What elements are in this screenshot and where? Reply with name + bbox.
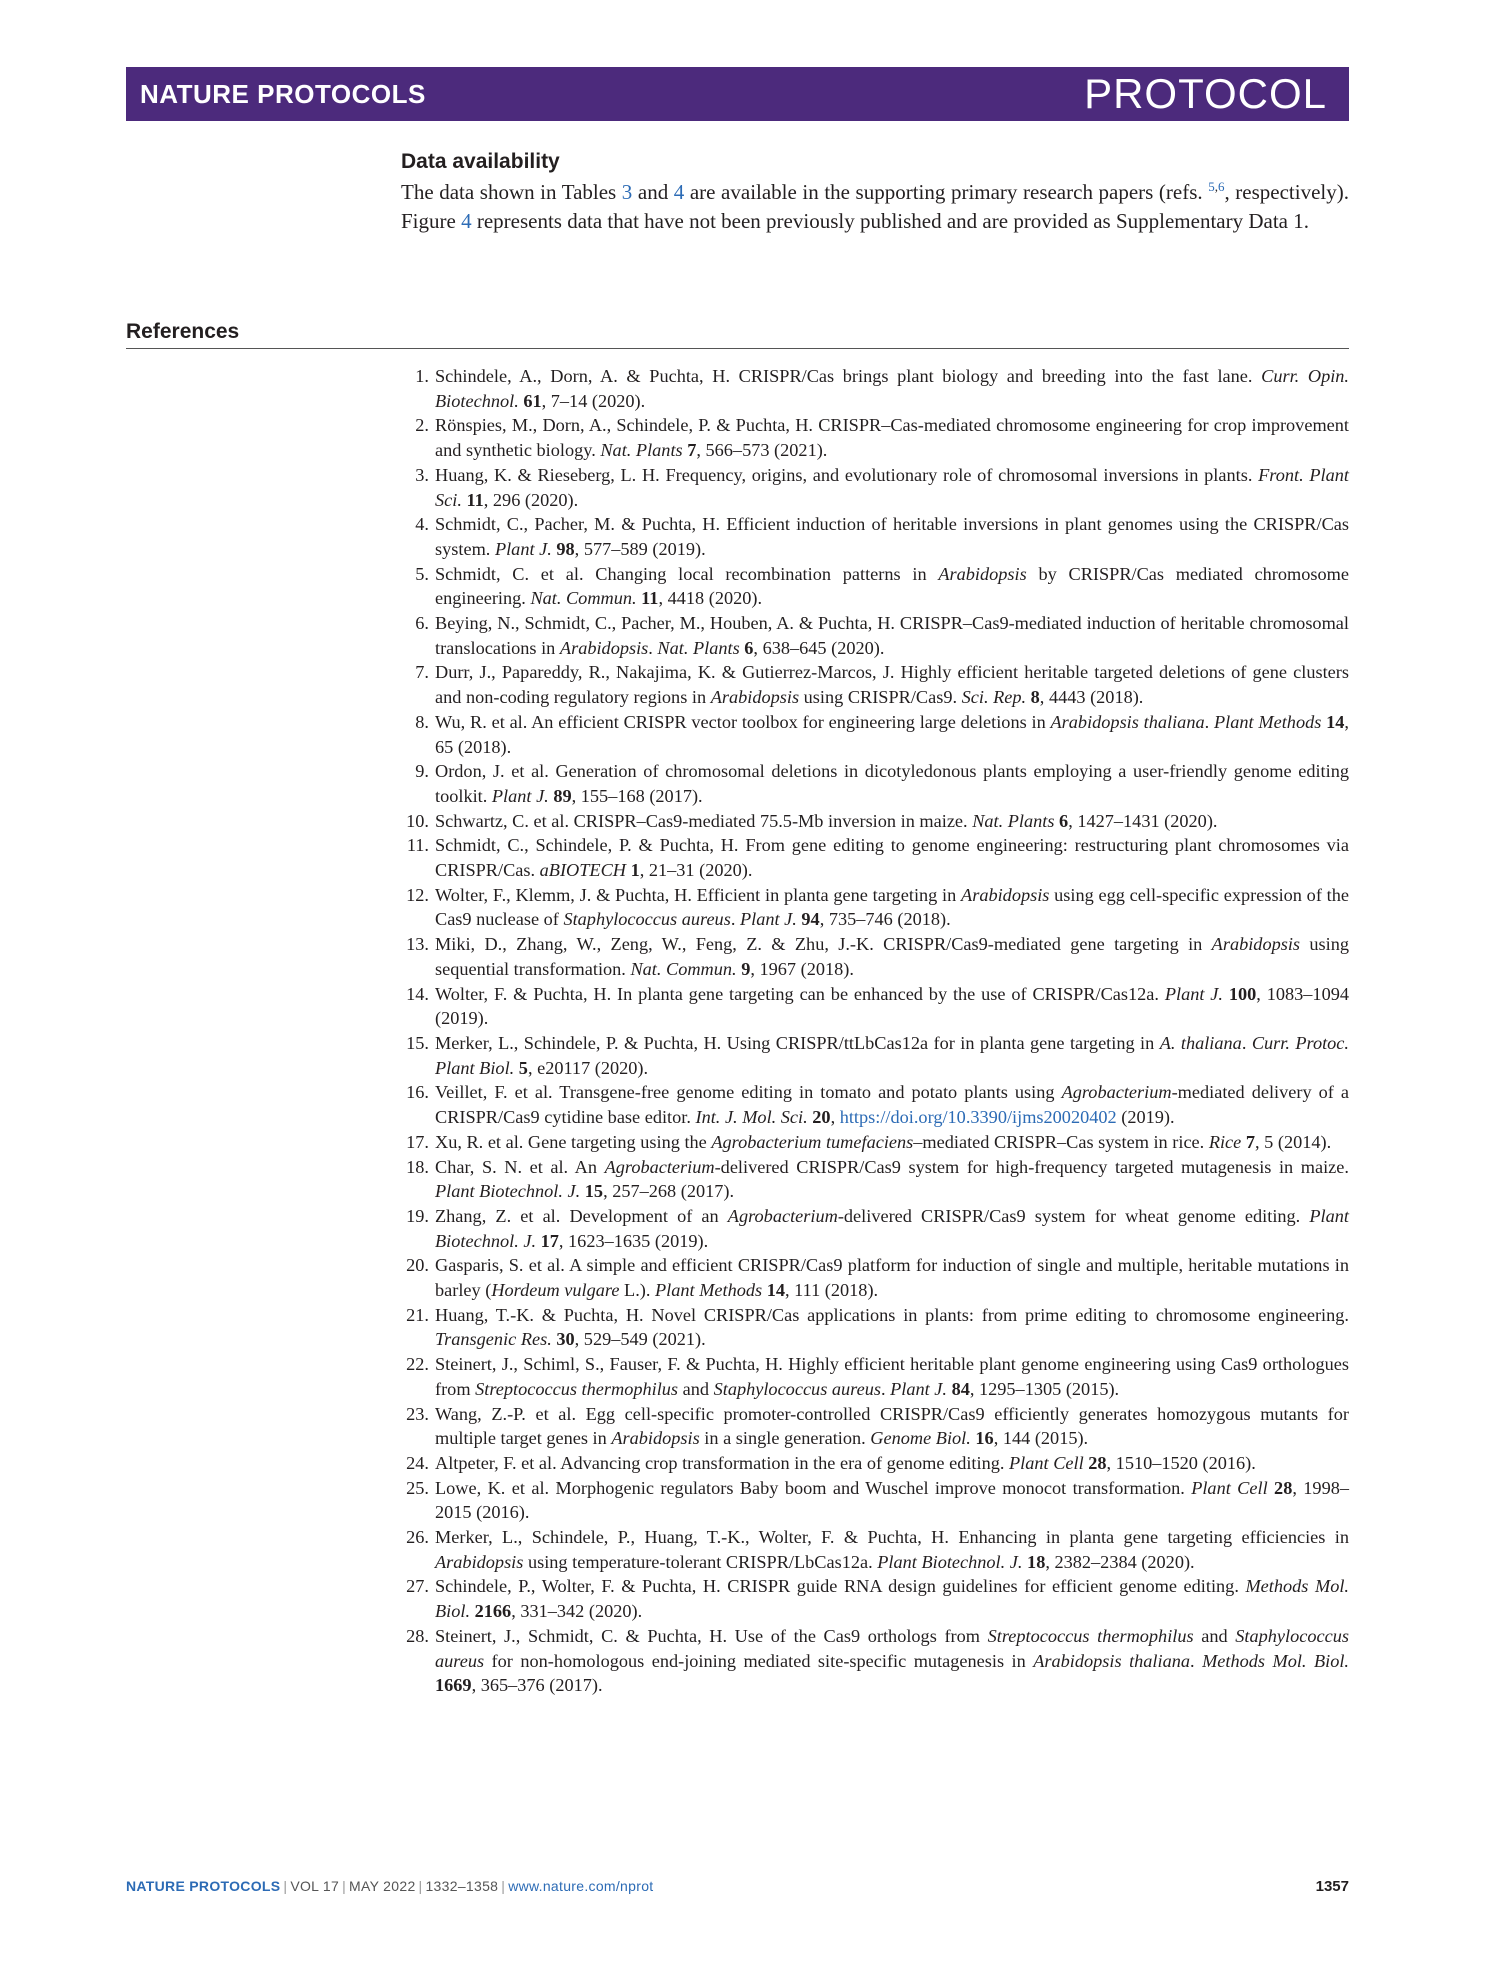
reference-text <box>435 1404 1349 1449</box>
reference-italic-text: Plant J. <box>494 538 552 559</box>
reference-italic-text: Plant J. <box>491 785 549 806</box>
reference-text-part: , 7–14 (2020). <box>541 390 646 411</box>
reference-text-part: , 1083–1094 (2019). <box>435 983 1349 1029</box>
reference-text-part: , 1427–1431 (2020). <box>1068 810 1218 831</box>
reference-text-part: using temperature-tolerant CRISPR/LbCas12a. <box>523 1551 878 1572</box>
reference-volume: 89 <box>553 785 572 806</box>
reference-number: 18. <box>406 1156 429 1177</box>
reference-item <box>401 1303 1349 1352</box>
journal-header-bar <box>126 67 1349 121</box>
reference-italic-text: Arabidopsis thaliana <box>1033 1650 1191 1671</box>
figure-4-link[interactable]: 4 <box>461 209 472 233</box>
reference-italic-text: Nat. Commun. <box>530 588 637 609</box>
page-footer <box>126 1878 653 1894</box>
reference-text-part: , 111 (2018). <box>785 1280 879 1301</box>
reference-text-part: . <box>648 637 658 658</box>
reference-number: 1. <box>415 366 429 386</box>
reference-text-part: using sequential transformation. <box>435 934 1349 979</box>
reference-volume: 28 <box>1274 1477 1293 1498</box>
reference-item <box>401 562 1349 611</box>
reference-text-part: -mediated delivery of a CRISPR/Cas9 cytidine base editor. <box>435 1082 1349 1128</box>
reference-text-part: Schwartz, C. et al. CRISPR–Cas9-mediated 75.5-Mb inversion in maize. <box>435 810 973 831</box>
reference-text-part: , 65 (2018). <box>435 711 1349 757</box>
reference-italic-text: Staphylococcus aureus <box>563 909 731 930</box>
reference-text-part: by CRISPR/Cas mediated chromosome engineering. <box>435 563 1349 609</box>
reference-italic-text: Genome Biol. <box>870 1428 971 1449</box>
reference-text <box>435 1305 1349 1350</box>
da-text-3: are available in the supporting primary research papers (refs. <box>684 180 1209 204</box>
reference-number: 2. <box>415 415 429 436</box>
reference-text-part: , 529–549 (2021). <box>574 1329 706 1350</box>
reference-text <box>435 1255 1349 1300</box>
reference-text-part: Huang, K. & Rieseberg, L. H. Frequency, origins, and evolutionary role of chromosomal inversions in plants. <box>435 464 1259 485</box>
reference-item <box>401 611 1349 660</box>
reference-volume: 5 <box>518 1057 528 1078</box>
reference-item <box>401 1080 1349 1129</box>
reference-italic-text: Agrobacterium <box>1061 1082 1172 1103</box>
reference-volume: 2166 <box>474 1601 512 1622</box>
reference-italic-text: Int. J. Mol. Sci. <box>695 1107 808 1128</box>
da-text-2: and <box>632 180 674 204</box>
reference-item <box>401 463 1349 512</box>
reference-volume: 1 <box>630 860 640 881</box>
page-number: 1357 <box>1315 1878 1349 1895</box>
reference-italic-text: Methods Mol. Biol. <box>435 1576 1349 1622</box>
footer-pages: 1332–1358 <box>425 1878 499 1894</box>
reference-text <box>435 1478 1349 1523</box>
reference-volume: 100 <box>1228 983 1257 1004</box>
reference-text <box>435 564 1349 609</box>
reference-text-part: in a single generation. <box>699 1428 871 1449</box>
reference-volume: 28 <box>1088 1452 1107 1473</box>
reference-text-part: for non-homologous end-joining mediated site-specific mutagenesis in <box>484 1650 1034 1671</box>
reference-volume: 8 <box>1030 687 1040 708</box>
reference-number: 11. <box>406 835 429 856</box>
reference-text <box>435 1576 1349 1621</box>
reference-volume: 15 <box>584 1181 604 1202</box>
reference-text <box>435 1033 1349 1078</box>
table-3-link[interactable]: 3 <box>621 180 633 204</box>
reference-text-part: , 1967 (2018). <box>750 958 854 979</box>
reference-text-part: Wolter, F. & Puchta, H. In planta gene targeting can be enhanced by the use of CRISPR/Cas12a. <box>435 983 1165 1004</box>
reference-italic-text: Plant Biotechnol. J. <box>877 1551 1023 1572</box>
reference-item <box>401 982 1349 1031</box>
reference-text <box>435 712 1349 757</box>
reference-volume: 61 <box>523 390 542 411</box>
reference-text-part: , 5 (2014). <box>1255 1131 1332 1152</box>
reference-volume: 14 <box>1326 711 1345 732</box>
reference-italic-text: Methods Mol. Biol. <box>1202 1650 1350 1671</box>
reference-italic-text: Agrobacterium tumefaciens <box>711 1131 914 1152</box>
footer-separator: | <box>418 1878 423 1894</box>
reference-italic-text: aBIOTECH <box>539 860 626 881</box>
reference-number: 21. <box>406 1304 429 1325</box>
reference-text-part: , 257–268 (2017). <box>603 1181 735 1202</box>
reference-item <box>401 809 1349 834</box>
reference-number: 17. <box>406 1131 429 1152</box>
reference-volume: 98 <box>556 538 575 559</box>
reference-text-part: (2019). <box>1116 1107 1175 1128</box>
reference-italic-text: Plant Methods <box>655 1280 763 1301</box>
reference-text-part: , 1623–1635 (2019). <box>558 1230 709 1251</box>
footer-volume: VOL 17 <box>290 1878 340 1894</box>
reference-italic-text: Nat. Commun. <box>630 958 737 979</box>
reference-item <box>401 1402 1349 1451</box>
reference-text-part: Char, S. N. et al. An <box>435 1156 605 1177</box>
doi-link[interactable]: https://doi.org/10.3390/ijms20020402 <box>839 1107 1117 1128</box>
reference-volume: 18 <box>1027 1551 1046 1572</box>
reference-text-part: , 296 (2020). <box>483 489 579 510</box>
reference-italic-text: Plant J. <box>739 909 797 930</box>
reference-text <box>435 1206 1349 1251</box>
reference-item <box>401 1031 1349 1080</box>
reference-item <box>401 759 1349 808</box>
reference-text-part: and <box>678 1378 714 1399</box>
reference-number: 10. <box>406 810 429 831</box>
ref-5-link[interactable]: 5 <box>1208 179 1215 194</box>
reference-text-part: Merker, L., Schindele, P., Huang, T.-K., Wolter, F. & Puchta, H. Enhancing in planta gene targeting efficiencies in <box>435 1527 1349 1548</box>
reference-italic-text: Arabidopsis <box>710 687 800 708</box>
reference-italic-text: Arabidopsis <box>961 884 1050 905</box>
reference-number: 13. <box>406 934 429 955</box>
reference-italic-text: Streptococcus thermophilus <box>987 1625 1194 1646</box>
reference-italic-text: Staphylococcus aureus <box>713 1378 881 1399</box>
references-heading: References <box>126 320 1349 349</box>
footer-journal: NATURE PROTOCOLS <box>126 1878 281 1894</box>
reference-italic-text: Nat. Plants <box>972 810 1055 831</box>
reference-text <box>435 514 1349 559</box>
reference-text-part: , 1295–1305 (2015). <box>969 1378 1120 1399</box>
reference-text-part: , <box>830 1107 840 1128</box>
reference-text <box>435 1082 1349 1127</box>
reference-text <box>435 934 1349 979</box>
reference-volume: 11 <box>466 489 484 510</box>
reference-volume: 11 <box>641 588 659 609</box>
reference-text-part: , 144 (2015). <box>993 1428 1089 1449</box>
reference-volume: 17 <box>540 1230 559 1251</box>
reference-italic-text: Arabidopsis thaliana <box>1050 711 1205 732</box>
reference-text <box>435 465 1349 510</box>
reference-text-part: Zhang, Z. et al. Development of an <box>435 1205 728 1226</box>
reference-text-part: , 2382–2384 (2020). <box>1045 1551 1195 1572</box>
reference-text <box>435 984 1349 1029</box>
reference-number: 26. <box>406 1527 429 1548</box>
reference-item <box>401 710 1349 759</box>
reference-text-part: Wang, Z.-P. et al. Egg cell-specific promoter-controlled CRISPR/Cas9 efficiently generates homozygous mutants for multiple target genes in <box>435 1403 1349 1449</box>
data-availability-section <box>401 150 1349 236</box>
reference-text-part: , 577–589 (2019). <box>574 538 706 559</box>
reference-italic-text: Arabidopsis <box>611 1428 700 1449</box>
da-text-1: The data shown in Tables <box>401 180 622 204</box>
ref-6-link[interactable]: 6 <box>1217 179 1225 194</box>
reference-text-part: Ordon, J. et al. Generation of chromosomal deletions in dicotyledonous plants employing a user-friendly genome editing toolkit. <box>435 761 1349 806</box>
reference-text-part: . <box>730 909 740 930</box>
reference-text <box>435 415 1349 460</box>
reference-text-part: Schmidt, C., Pacher, M. & Puchta, H. Efficient induction of heritable inversions in plant genomes using the CRISPR/Cas system. <box>435 514 1349 559</box>
reference-italic-text: Plant Methods <box>1213 711 1322 732</box>
reference-volume: 94 <box>801 909 820 930</box>
reference-number: 6. <box>415 613 429 634</box>
reference-volume: 1669 <box>435 1675 472 1696</box>
reference-number: 8. <box>415 711 429 732</box>
reference-volume: 20 <box>812 1107 831 1128</box>
reference-volume: 30 <box>556 1329 575 1350</box>
da-text-4: , respectively). Figure <box>401 180 1349 233</box>
reference-italic-text: Nat. Plants <box>657 637 740 658</box>
reference-item <box>401 1253 1349 1302</box>
footer-separator: | <box>501 1878 506 1894</box>
da-text-5: represents data that have not been previously published and are provided as Supplementary Data 1. <box>471 209 1309 233</box>
data-availability-heading: Data availability <box>401 150 560 173</box>
reference-item <box>401 833 1349 882</box>
reference-item <box>401 883 1349 932</box>
reference-text <box>435 366 1349 411</box>
reference-text-part: using egg cell-specific expression of the Cas9 nuclease of <box>435 884 1349 930</box>
reference-text-part: , e20117 (2020). <box>527 1057 649 1078</box>
reference-text-part: Schindele, P., Wolter, F. & Puchta, H. CRISPR guide RNA design guidelines for efficient genome editing. <box>435 1576 1246 1597</box>
reference-item <box>401 512 1349 561</box>
reference-italic-text: A. thaliana <box>1159 1032 1242 1053</box>
reference-text-part: . <box>1190 1650 1203 1671</box>
reference-text <box>435 761 1349 806</box>
reference-italic-text: Sci. Rep. <box>961 687 1027 708</box>
reference-text-part: –mediated CRISPR–Cas system in rice. <box>913 1131 1209 1152</box>
reference-text-part: Schmidt, C. et al. Changing local recombination patterns in <box>435 563 939 584</box>
reference-italic-text: Plant Biotechnol. J. <box>435 1205 1349 1251</box>
reference-volume: 6 <box>744 637 754 658</box>
reference-text-part: using CRISPR/Cas9. <box>799 687 962 708</box>
reference-italic-text: Arabidopsis <box>435 1551 524 1572</box>
reference-italic-text: Arabidopsis <box>559 637 649 658</box>
reference-item <box>401 932 1349 981</box>
reference-italic-text: Curr. Protoc. Plant Biol. <box>435 1032 1349 1078</box>
reference-italic-text: Curr. Opin. Biotechnol. <box>435 366 1349 411</box>
reference-item <box>401 413 1349 462</box>
reference-text-part: , 638–645 (2020). <box>753 637 885 658</box>
reference-number: 4. <box>415 514 429 535</box>
ref-comma: , <box>1214 179 1218 194</box>
reference-italic-text: Plant Biotechnol. J. <box>435 1181 581 1202</box>
reference-text-part: and <box>1193 1625 1236 1646</box>
reference-italic-text: Rice <box>1208 1131 1242 1152</box>
reference-item <box>401 1624 1349 1698</box>
footer-separator: | <box>342 1878 347 1894</box>
reference-italic-text: Arabidopsis <box>1211 934 1301 955</box>
reference-text <box>435 1453 1256 1473</box>
reference-text <box>435 613 1349 658</box>
reference-text <box>435 1527 1349 1572</box>
reference-text <box>435 1132 1331 1152</box>
reference-text-part: Schindele, A., Dorn, A. & Puchta, H. CRISPR/Cas brings plant biology and breeding into the fast lane. <box>435 366 1262 386</box>
reference-number: 9. <box>415 761 429 782</box>
reference-text <box>435 1354 1349 1399</box>
reference-number: 3. <box>415 464 429 485</box>
reference-item <box>401 660 1349 709</box>
reference-item <box>401 1155 1349 1204</box>
reference-volume: 9 <box>741 958 751 979</box>
reference-item <box>401 1130 1349 1155</box>
reference-text-part: Gasparis, S. et al. A simple and efficient CRISPR/Cas9 platform for induction of single and multiple, heritable mutations in barley ( <box>435 1255 1349 1301</box>
reference-volume: 16 <box>975 1428 994 1449</box>
reference-text-part: Veillet, F. et al. Transgene-free genome editing in tomato and potato plants using <box>435 1082 1062 1103</box>
data-availability-text <box>401 178 1349 236</box>
reference-italic-text: Nat. Plants <box>600 440 683 461</box>
reference-italic-text: Arabidopsis <box>938 563 1027 584</box>
reference-volume: 14 <box>766 1280 786 1301</box>
reference-text <box>435 1157 1349 1202</box>
reference-italic-text: Agrobacterium <box>727 1205 838 1226</box>
reference-text-part: Xu, R. et al. Gene targeting using the <box>435 1131 712 1152</box>
reference-text-part: Altpeter, F. et al. Advancing crop transformation in the era of genome editing. <box>435 1452 1010 1473</box>
reference-list <box>401 364 1349 1698</box>
reference-volume: 84 <box>951 1378 970 1399</box>
reference-text-part: -delivered CRISPR/Cas9 system for wheat genome editing. <box>837 1205 1310 1226</box>
reference-item <box>401 1451 1349 1476</box>
reference-text <box>435 1626 1349 1695</box>
reference-text-part: Durr, J., Papareddy, R., Nakajima, K. & Gutierrez-Marcos, J. Highly efficient heritable targeted deletions of gene clusters and non-coding regulatory regions in <box>435 662 1349 708</box>
reference-text-part: Steinert, J., Schiml, S., Fauser, F. & Puchta, H. Highly efficient heritable plant genome engineering using Cas9 orthologues from <box>435 1354 1349 1399</box>
reference-text-part: Steinert, J., Schmidt, C. & Puchta, H. Use of the Cas9 orthologs from <box>435 1625 988 1646</box>
reference-number: 23. <box>406 1403 429 1424</box>
reference-volume: 6 <box>1059 810 1069 831</box>
reference-text <box>435 811 1217 831</box>
reference-text-part: , 4443 (2018). <box>1039 687 1144 708</box>
reference-italic-text: Streptococcus thermophilus <box>475 1378 679 1399</box>
reference-text-part: Beying, N., Schmidt, C., Pacher, M., Houben, A. & Puchta, H. CRISPR–Cas9-mediated induction of heritable chromosomal translocations in <box>435 613 1349 658</box>
footer-url-link[interactable]: www.nature.com/nprot <box>508 1878 654 1894</box>
reference-item <box>401 1574 1349 1623</box>
reference-text <box>435 835 1349 880</box>
reference-italic-text: Front. Plant Sci. <box>435 464 1350 510</box>
reference-number: 12. <box>406 884 429 905</box>
reference-number: 27. <box>406 1576 429 1597</box>
reference-item <box>401 1476 1349 1525</box>
reference-number: 5. <box>415 563 429 584</box>
reference-text-part: Lowe, K. et al. Morphogenic regulators Baby boom and Wuschel improve monocot transformation. <box>435 1477 1192 1498</box>
reference-text-part: , 155–168 (2017). <box>571 785 703 806</box>
reference-text-part: , 566–573 (2021). <box>696 440 828 461</box>
reference-volume: 7 <box>687 440 697 461</box>
reference-number: 28. <box>406 1625 429 1646</box>
reference-number: 15. <box>406 1032 429 1053</box>
reference-italic-text: Plant Cell <box>1009 1452 1084 1473</box>
reference-italic-text: Plant J. <box>1164 983 1223 1004</box>
reference-italic-text: Plant J. <box>890 1378 947 1399</box>
reference-text-part: , 735–746 (2018). <box>819 909 951 930</box>
reference-text-part: . <box>1241 1032 1252 1053</box>
reference-italic-text: Hordeum vulgare <box>491 1280 620 1301</box>
reference-text-part: Rönspies, M., Dorn, A., Schindele, P. & Puchta, H. CRISPR–Cas-mediated chromosome engineering for crop improvement and synthetic biology. <box>435 415 1349 461</box>
reference-text <box>435 662 1349 707</box>
reference-number: 25. <box>406 1477 429 1498</box>
table-4-link[interactable]: 4 <box>673 180 685 204</box>
reference-volume: 7 <box>1245 1131 1256 1152</box>
reference-text-part: , 365–376 (2017). <box>471 1675 603 1696</box>
reference-text-part: Miki, D., Zhang, W., Zeng, W., Feng, Z. & Zhu, J.-K. CRISPR/Cas9-mediated gene targeting in <box>435 934 1212 955</box>
reference-text-part: , 4418 (2020). <box>658 588 763 609</box>
reference-item <box>401 1352 1349 1401</box>
reference-text-part: Schmidt, C., Schindele, P. & Puchta, H. From gene editing to genome engineering: restructuring plant chromosomes via CRISPR/Cas. <box>435 835 1349 881</box>
reference-number: 20. <box>406 1255 429 1276</box>
reference-text-part: , 1998–2015 (2016). <box>435 1477 1349 1523</box>
reference-text-part: Wu, R. et al. An efficient CRISPR vector toolbox for engineering large deletions in <box>435 711 1051 732</box>
reference-number: 16. <box>406 1082 429 1103</box>
reference-italic-text: Transgenic Res. <box>435 1329 552 1350</box>
reference-number: 22. <box>406 1354 429 1375</box>
reference-number: 7. <box>415 662 429 683</box>
reference-item <box>401 1204 1349 1253</box>
reference-item <box>401 364 1349 413</box>
article-type: PROTOCOL <box>1084 70 1327 117</box>
reference-text-part: L.). <box>619 1280 656 1301</box>
reference-text <box>435 885 1349 930</box>
reference-text-part: . <box>1204 711 1214 732</box>
footer-date: MAY 2022 <box>349 1878 416 1894</box>
reference-text-part: , 1510–1520 (2016). <box>1106 1452 1256 1473</box>
reference-text-part: , 21–31 (2020). <box>639 860 753 881</box>
reference-number: 19. <box>406 1205 429 1226</box>
reference-text-part: Merker, L., Schindele, P. & Puchta, H. Using CRISPR/ttLbCas12a for in planta gene targeting in <box>435 1032 1160 1053</box>
reference-item <box>401 1525 1349 1574</box>
reference-text-part: Huang, T.-K. & Puchta, H. Novel CRISPR/Cas applications in plants: from prime editing to chromosome engineering. <box>435 1304 1349 1325</box>
reference-number: 14. <box>406 983 429 1004</box>
reference-italic-text: Plant Cell <box>1191 1477 1268 1498</box>
reference-text-part: , 331–342 (2020). <box>511 1601 643 1622</box>
reference-text-part: -delivered CRISPR/Cas9 system for high-frequency targeted mutagenesis in maize. <box>714 1156 1349 1177</box>
reference-text-part: Wolter, F., Klemm, J. & Puchta, H. Efficient in planta gene targeting in <box>435 884 962 905</box>
reference-italic-text: Agrobacterium <box>604 1156 715 1177</box>
journal-name: NATURE PROTOCOLS <box>140 78 426 109</box>
reference-number: 24. <box>406 1452 429 1473</box>
reference-italic-text: Staphylococcus aureus <box>435 1625 1349 1671</box>
footer-separator: | <box>283 1878 288 1894</box>
reference-text-part: . <box>880 1378 891 1399</box>
